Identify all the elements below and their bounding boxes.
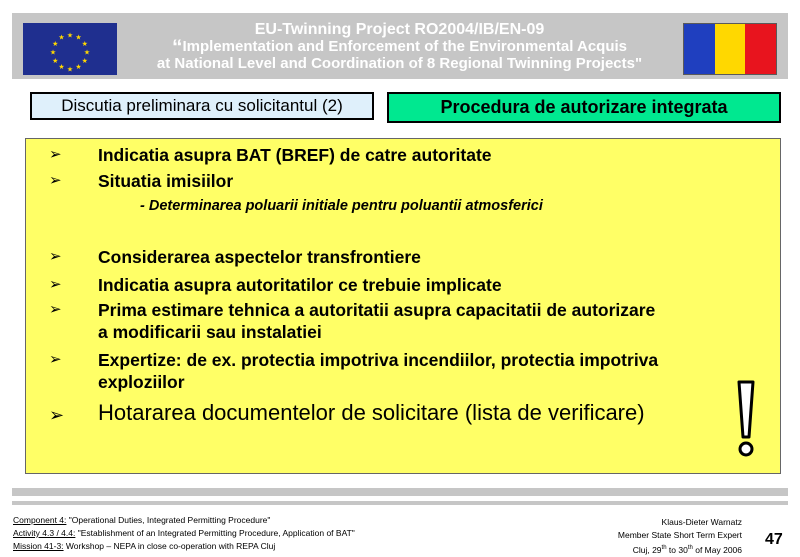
eu-star-icon: ★ (66, 32, 74, 40)
eu-star-icon: ★ (52, 57, 59, 65)
event-date: Cluj, 29th to 30th of May 2006 (632, 544, 742, 555)
bullet-item-large: ➢ Hotararea documentelor de solicitare (lista de verificare) (98, 400, 698, 426)
footer-component-line: Component 4: "Operational Duties, Integrated Permitting Procedure" (13, 515, 271, 525)
project-subtitle: “Implementation and Enforcement of the Environmental Acquis (172, 35, 627, 59)
bullet-item: ➢ Expertize: de ex. protectia impotriva incendiilor, protectia impotriva exploziilor (49, 350, 659, 392)
eu-star-icon: ★ (75, 34, 82, 42)
arrow-bullet-icon: ➢ (49, 351, 62, 368)
footer-divider-thin (12, 501, 788, 505)
bullet-item: ➢ Considerarea aspectelor transfrontiere (49, 247, 421, 267)
arrow-bullet-icon: ➢ (49, 276, 62, 293)
project-code: EU-Twinning Project RO2004/IB/EN-09 (254, 21, 545, 38)
footer-project-info (13, 514, 355, 553)
arrow-bullet-icon: ➢ (49, 146, 62, 163)
project-title (122, 21, 677, 73)
eu-star-icon: ★ (75, 64, 82, 72)
bullet-item: ➢ Situatia imisiilor (49, 171, 234, 191)
page-number: 47 (765, 531, 783, 548)
content-panel (25, 138, 781, 474)
exclamation-mark-icon (733, 379, 759, 459)
bullet-item: ➢ Indicatia asupra autoritatilor ce trebuie implicate (49, 275, 502, 295)
bullet-item: ➢ Prima estimare tehnica a autoritatii asupra capacitatii de autorizare a modificarii sau instalatiei (49, 300, 656, 342)
bullet-item: ➢ Indicatia asupra BAT (BREF) de catre autoritate (49, 145, 492, 165)
author-role: Member State Short Term Expert (617, 530, 742, 540)
arrow-bullet-icon: ➢ (49, 172, 62, 189)
eu-star-icon: ★ (58, 34, 65, 42)
footer-mission-line: Mission 41-3: Workshop – NEPA in close co-operation with REPA Cluj (13, 541, 276, 551)
footer-author-info (575, 516, 742, 557)
arrow-bullet-icon: ➢ (49, 248, 62, 265)
arrow-bullet-icon: ➢ (49, 405, 65, 425)
eu-star-icon: ★ (81, 40, 88, 48)
romania-flag-icon (683, 23, 777, 75)
eu-star-icon: ★ (81, 57, 88, 65)
eu-star-icon: ★ (49, 49, 57, 57)
project-subtitle-2: at National Level and Coordination of 8 Regional Twinning Projects" (156, 54, 643, 72)
eu-star-icon: ★ (66, 66, 74, 74)
eu-flag-icon (23, 23, 117, 75)
tab-preliminary-discussion: Discutia preliminara cu solicitantul (2) (30, 92, 374, 120)
tab-integrated-permitting: Procedura de autorizare integrata (387, 92, 781, 123)
eu-star-icon: ★ (52, 40, 59, 48)
eu-star-icon: ★ (83, 49, 91, 57)
eu-star-icon: ★ (58, 64, 65, 72)
footer-activity-line: Activity 4.3 / 4.4: "Establishment of an Integrated Permitting Procedure, Application of BAT" (13, 528, 355, 538)
sub-item: - Determinarea poluarii initiale pentru poluantii atmosferici (140, 198, 543, 214)
footer-divider (12, 488, 788, 496)
arrow-bullet-icon: ➢ (49, 301, 62, 318)
header-bar (12, 13, 788, 79)
author-name: Klaus-Dieter Warnatz (661, 517, 742, 527)
